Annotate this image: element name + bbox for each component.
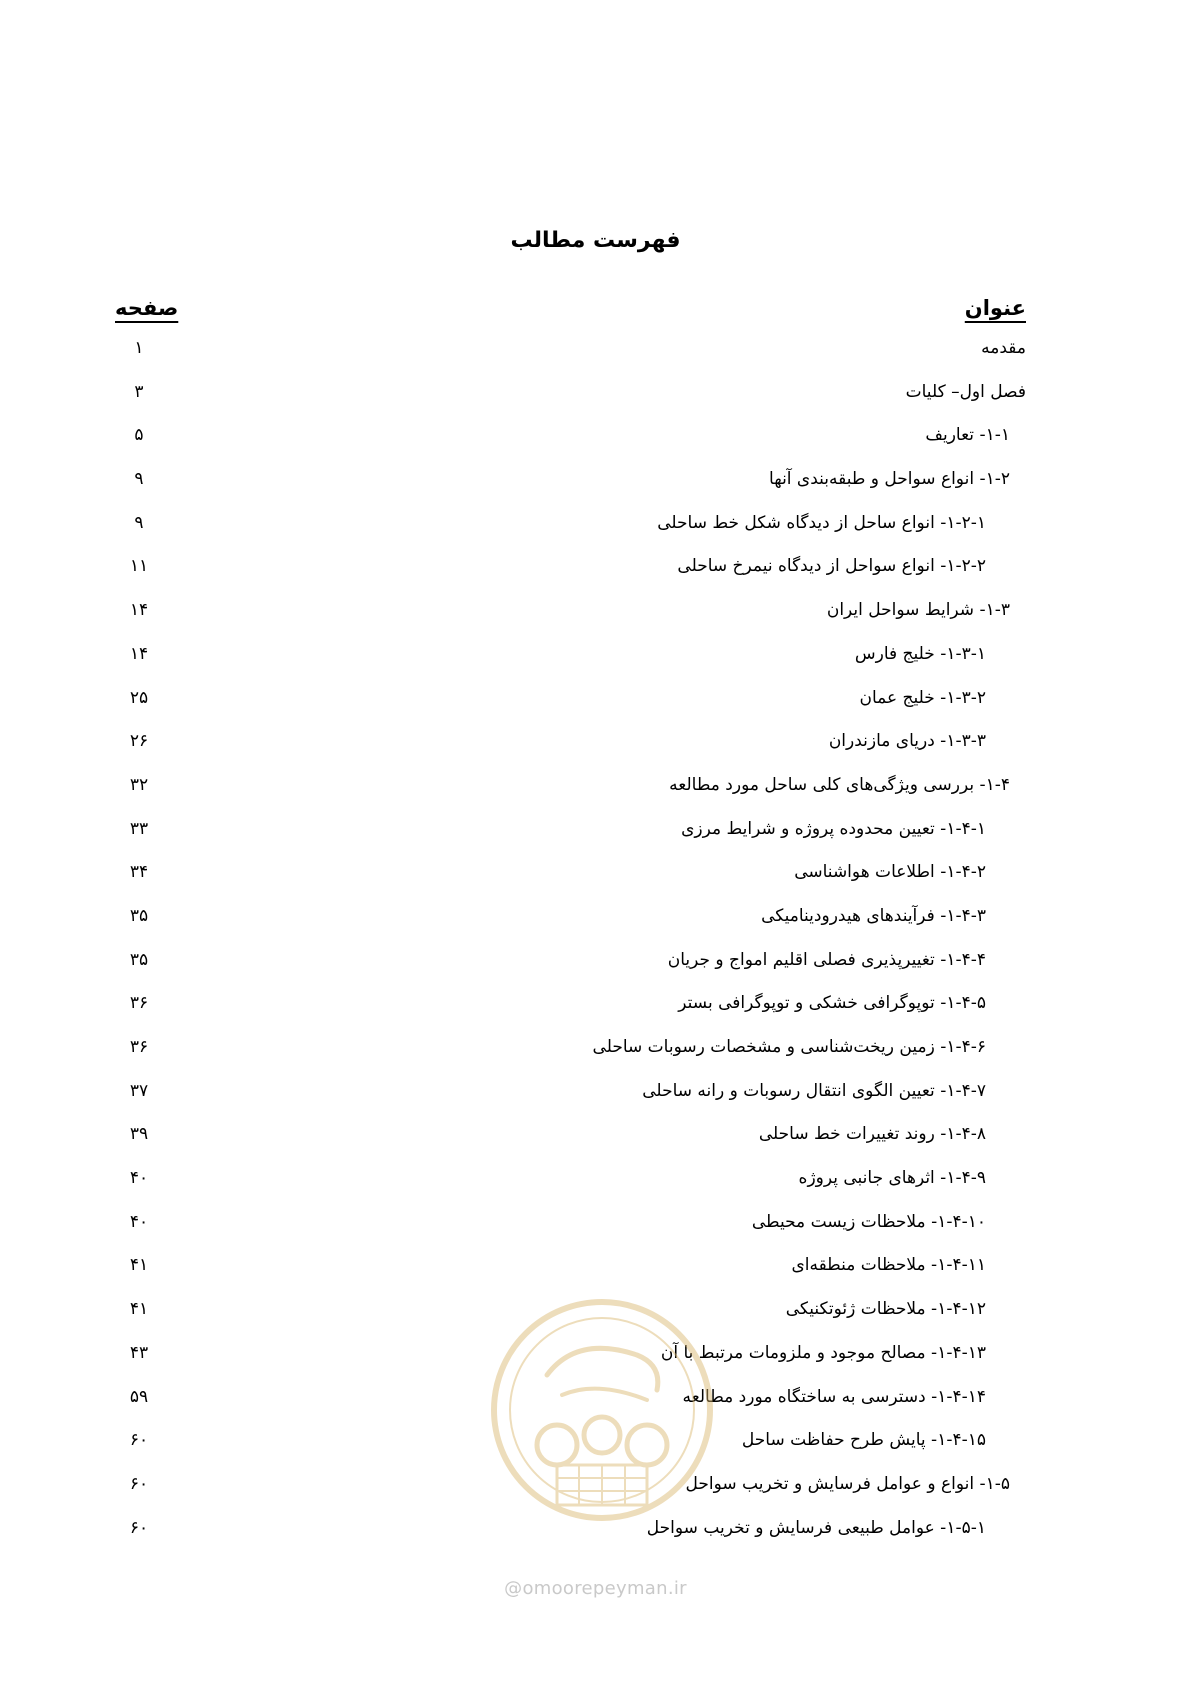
toc-row <box>0 1474 1191 1518</box>
toc-entry-title: ۱-۴-۲- اطلاعات هواشناسی <box>794 862 986 883</box>
toc-row <box>0 338 1191 382</box>
toc-entry-page: ۳۳ <box>129 818 149 839</box>
toc-entry-page: ۴۰ <box>129 1211 149 1232</box>
toc-entry-title: ۱-۳- شرایط سواحل ایران <box>826 600 1010 621</box>
toc-row <box>0 950 1191 994</box>
toc-entry-page: ۶۰ <box>129 1473 149 1494</box>
toc-entry-page: ۳۲ <box>129 774 149 795</box>
toc-entry-title: ۱-۴-۷- تعیین الگوی انتقال رسوبات و رانه ساحلی <box>642 1080 986 1101</box>
toc-row <box>0 688 1191 732</box>
toc-row <box>0 425 1191 469</box>
toc-entry-title: ۱-۳-۲- خلیج عمان <box>859 687 986 708</box>
toc-entry-page: ۵ <box>134 425 144 446</box>
toc-entry-title: ۱-۵- انواع و عوامل فرسایش و تخریب سواحل <box>685 1473 1010 1494</box>
toc-entry-title: مقدمه <box>981 338 1026 358</box>
toc-row <box>0 513 1191 557</box>
toc-row <box>0 469 1191 513</box>
toc-entry-title: ۱-۴-۱۰- ملاحظات زیست محیطی <box>751 1211 986 1232</box>
toc-entry-page: ۳۹ <box>129 1124 149 1145</box>
title-column-header: عنوان <box>964 296 1026 320</box>
toc-row <box>0 1081 1191 1125</box>
toc-entry-title: ۱-۴-۸- روند تغییرات خط ساحلی <box>758 1124 986 1145</box>
toc-entry-page: ۱۱ <box>129 556 149 577</box>
toc-row <box>0 1387 1191 1431</box>
toc-entry-page: ۴۰ <box>129 1168 149 1189</box>
toc-entry-page: ۲۵ <box>129 687 149 708</box>
toc-row <box>0 1343 1191 1387</box>
toc-entry-title: ۱-۳-۱- خلیج فارس <box>854 643 986 664</box>
watermark-url: @omoorepeyman.ir <box>504 1578 687 1599</box>
table-of-contents <box>0 338 1191 1561</box>
toc-entry-page: ۹ <box>134 469 144 490</box>
toc-entry-page: ۴۱ <box>129 1299 149 1320</box>
toc-entry-page: ۵۹ <box>129 1386 149 1407</box>
toc-entry-title: ۱-۴-۱۳- مصالح موجود و ملزومات مرتبط با آن <box>660 1342 986 1363</box>
toc-entry-title: ۱-۴-۴- تغییرپذیری فصلی اقلیم امواج و جریان <box>667 949 986 970</box>
toc-entry-title: ۱-۴- بررسی ویژگی‌های کلی ساحل مورد مطالعه <box>669 774 1010 795</box>
toc-row <box>0 644 1191 688</box>
toc-entry-title: ۱-۳-۳- دریای مازندران <box>828 731 986 752</box>
toc-row <box>0 1037 1191 1081</box>
toc-entry-page: ۳۵ <box>129 905 149 926</box>
toc-entry-page: ۶۰ <box>129 1517 149 1538</box>
toc-entry-title: ۱-۴-۹- اثرهای جانبی پروژه <box>798 1168 986 1189</box>
toc-entry-page: ۱۴ <box>129 643 149 664</box>
toc-row <box>0 1430 1191 1474</box>
toc-entry-title: ۱-۲-۲- انواع سواحل از دیدگاه نیمرخ ساحلی <box>677 556 986 577</box>
toc-entry-title: ۱-۴-۱۵- پایش طرح حفاظت ساحل <box>741 1430 986 1451</box>
toc-row <box>0 993 1191 1037</box>
document-title: فهرست مطالب <box>510 228 681 253</box>
toc-row <box>0 906 1191 950</box>
toc-row <box>0 862 1191 906</box>
toc-entry-title: ۱-۴-۱۱- ملاحظات منطقه‌ای <box>791 1255 986 1276</box>
toc-row <box>0 382 1191 426</box>
toc-entry-page: ۶۰ <box>129 1430 149 1451</box>
toc-entry-page: ۳۶ <box>129 1037 149 1057</box>
toc-entry-page: ۳۶ <box>129 993 149 1014</box>
toc-row <box>0 1299 1191 1343</box>
toc-row <box>0 556 1191 600</box>
toc-row <box>0 1212 1191 1256</box>
toc-entry-title: ۱-۴-۱- تعیین محدوده پروژه و شرایط مرزی <box>681 818 986 839</box>
page-column-header: صفحه <box>115 296 179 320</box>
toc-entry-title: ۱-۲- انواع سواحل و طبقه‌بندی آنها <box>769 469 1010 490</box>
toc-entry-title: ۱-۴-۱۴- دسترسی به ساختگاه مورد مطالعه <box>682 1386 986 1407</box>
toc-entry-page: ۳۵ <box>129 949 149 970</box>
toc-entry-page: ۴۳ <box>129 1342 149 1363</box>
toc-entry-page: ۲۶ <box>129 731 149 752</box>
toc-entry-page: ۳۷ <box>129 1080 149 1101</box>
toc-row <box>0 600 1191 644</box>
toc-row <box>0 1168 1191 1212</box>
toc-entry-page: ۹ <box>134 512 144 533</box>
toc-entry-title: ۱-۴-۶- زمین ریخت‌شناسی و مشخصات رسوبات ساحلی <box>592 1037 986 1057</box>
toc-entry-title: ۱-۴-۳- فرآیندهای هیدرودینامیکی <box>761 905 986 926</box>
toc-row <box>0 1255 1191 1299</box>
toc-row <box>0 819 1191 863</box>
toc-row <box>0 731 1191 775</box>
toc-row <box>0 775 1191 819</box>
toc-entry-page: ۴۱ <box>129 1255 149 1276</box>
toc-entry-title: ۱-۱- تعاریف <box>925 425 1010 446</box>
toc-entry-page: ۳ <box>134 381 144 402</box>
toc-entry-page: ۱۴ <box>129 600 149 621</box>
toc-entry-title: ۱-۲-۱- انواع ساحل از دیدگاه شکل خط ساحلی <box>657 512 986 533</box>
toc-entry-title: ۱-۴-۱۲- ملاحظات ژئوتکنیکی <box>785 1299 986 1320</box>
toc-row <box>0 1124 1191 1168</box>
toc-entry-page: ۳۴ <box>129 862 149 883</box>
toc-entry-title: ۱-۴-۵- توپوگرافی خشکی و توپوگرافی بستر <box>678 993 986 1014</box>
toc-row <box>0 1518 1191 1562</box>
toc-entry-title: ۱-۵-۱- عوامل طبیعی فرسایش و تخریب سواحل <box>646 1517 986 1538</box>
toc-entry-title: فصل اول– کلیات <box>905 381 1026 402</box>
toc-entry-page: ۱ <box>134 338 144 358</box>
